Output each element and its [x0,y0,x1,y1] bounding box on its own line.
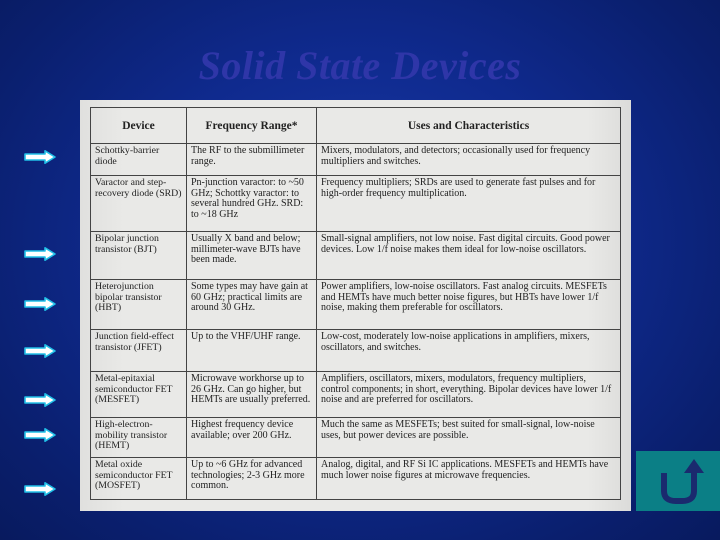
arrow-right-icon [24,482,56,496]
range-cell: Highest frequency device available; over 200 GHz. [187,418,317,458]
uses-cell: Mixers, modulators, and detectors; occasionally used for frequency multipliers and switches. [317,144,621,176]
device-cell: Metal-epitaxial semiconductor FET (MESFET) [91,372,187,418]
table-row [91,418,621,458]
table-row [91,372,621,418]
range-cell: Up to the VHF/UHF range. [187,330,317,372]
uses-cell: Small-signal amplifiers, not low noise. Fast digital circuits. Good power devices. Low 1/f noise makes them ideal for low-noise oscillators. [317,232,621,280]
device-cell: High-electron-mobility transistor (HEMT) [91,418,187,458]
table-row [91,144,621,176]
header-device: Device [91,108,187,144]
arrow-right-icon [24,344,56,358]
device-table [90,107,621,500]
table-row [91,232,621,280]
uses-cell: Frequency multipliers; SRDs are used to generate fast pulses and for high-order frequency multiplication. [317,176,621,232]
table-row [91,330,621,372]
device-cell: Junction field-effect transistor (JFET) [91,330,187,372]
device-cell: Varactor and step-recovery diode (SRD) [91,176,187,232]
arrow-right-icon [24,297,56,311]
range-cell: Some types may have gain at 60 GHz; practical limits are around 30 GHz. [187,280,317,330]
uses-cell: Analog, digital, and RF Si IC applications. MESFETs and HEMTs have much lower noise figures at microwave frequencies. [317,458,621,500]
device-cell: Bipolar junction transistor (BJT) [91,232,187,280]
uses-cell: Much the same as MESFETs; best suited for small-signal, low-noise uses, but power devices are possible. [317,418,621,458]
header-frequency-range: Frequency Range* [187,108,317,144]
arrow-right-icon [24,247,56,261]
device-cell: Heterojunction bipolar transistor (HBT) [91,280,187,330]
range-cell: Usually X band and below; millimeter-wave BJTs have been made. [187,232,317,280]
scanned-table-image [80,100,631,511]
table-row [91,176,621,232]
range-cell: Up to ~6 GHz for advanced technologies; 2-3 GHz more common. [187,458,317,500]
table-row [91,458,621,500]
return-arrow-icon [636,451,720,511]
uses-cell: Low-cost, moderately low-noise applications in amplifiers, mixers, oscillators, and switches. [317,330,621,372]
device-cell: Metal oxide semiconductor FET (MOSFET) [91,458,187,500]
arrow-right-icon [24,428,56,442]
device-cell: Schottky-barrier diode [91,144,187,176]
header-uses: Uses and Characteristics [317,108,621,144]
arrow-right-icon [24,393,56,407]
slide-title: Solid State Devices [198,43,522,88]
return-button[interactable] [636,451,720,511]
arrow-right-icon [24,150,56,164]
table-row [91,280,621,330]
range-cell: The RF to the submillimeter range. [187,144,317,176]
uses-cell: Amplifiers, oscillators, mixers, modulators, frequency multipliers, control components; in short, everything. Bipolar devices have lower 1/f noise and are preferred for oscillators. [317,372,621,418]
range-cell: Pn-junction varactor: to ~50 GHz; Schottky varactor: to several hundred GHz. SRD: to ~18 GHz [187,176,317,232]
uses-cell: Power amplifiers, low-noise oscillators. Fast analog circuits. MESFETs and HEMTs have much better noise figures, but HBTs have lower 1/f noise, making them preferable for oscillators. [317,280,621,330]
range-cell: Microwave workhorse up to 26 GHz. Can go higher, but HEMTs are usually preferred. [187,372,317,418]
